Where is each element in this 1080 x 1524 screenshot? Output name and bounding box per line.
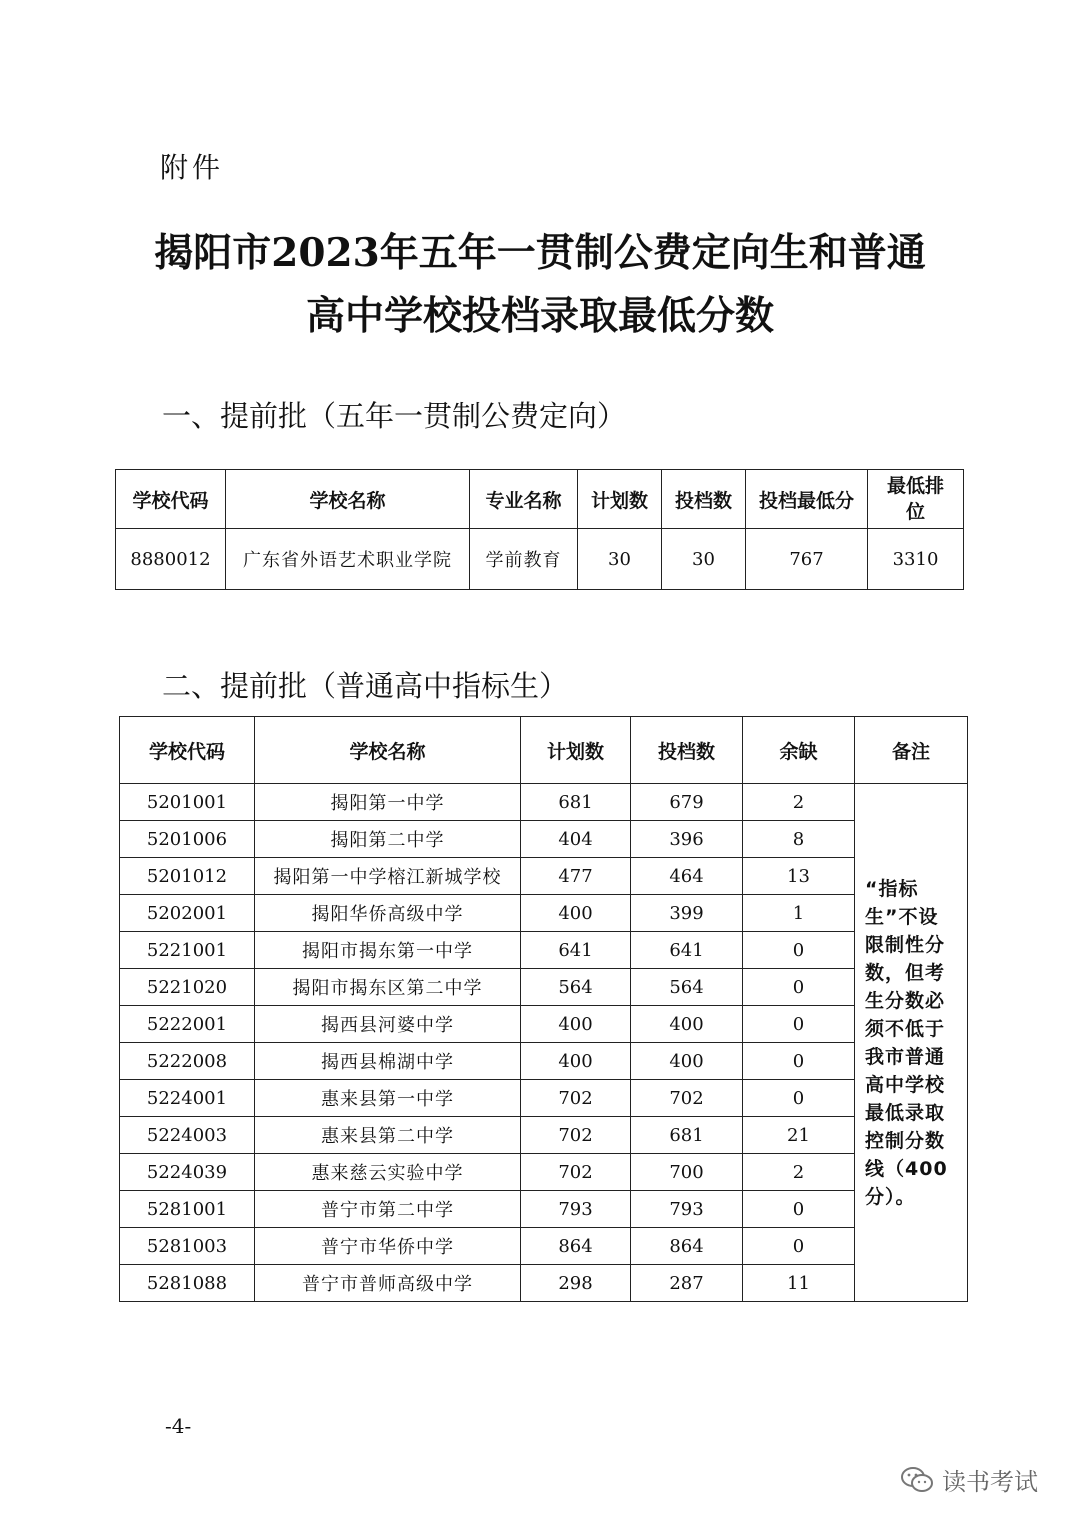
document-title-line1: 揭阳市2023年五年一贯制公费定向生和普通 <box>154 230 926 276</box>
page-number: -4- <box>165 1414 192 1438</box>
cell-school-name: 普宁市华侨中学 <box>255 1228 521 1265</box>
cell-surplus-deficit: 2 <box>743 784 855 821</box>
section2-table <box>119 716 968 1302</box>
cell-plan-count: 702 <box>521 1117 631 1154</box>
cell-filed-count: 864 <box>631 1228 743 1265</box>
cell-school-name: 惠来慈云实验中学 <box>255 1154 521 1191</box>
cell-school-name: 惠来县第二中学 <box>255 1117 521 1154</box>
cell-plan-count: 298 <box>521 1265 631 1302</box>
cell-school-name: 揭阳第一中学榕江新城学校 <box>255 858 521 895</box>
table-row <box>120 1228 968 1265</box>
cell-school-code: 5281001 <box>120 1191 255 1228</box>
cell-plan-count: 681 <box>521 784 631 821</box>
table-row <box>120 858 968 895</box>
cell-filed-count: 399 <box>631 895 743 932</box>
cell-plan-count: 404 <box>521 821 631 858</box>
cell-school-code: 5201006 <box>120 821 255 858</box>
header-remark: 备注 <box>855 717 968 784</box>
header-school-code: 学校代码 <box>116 470 226 529</box>
cell-school-code: 5222008 <box>120 1043 255 1080</box>
cell-filed-count: 681 <box>631 1117 743 1154</box>
cell-surplus-deficit: 8 <box>743 821 855 858</box>
attachment-label: 附件 <box>160 151 225 184</box>
cell-min-score: 767 <box>746 529 868 590</box>
table-header-row <box>116 470 964 529</box>
cell-school-name: 揭阳市揭东第一中学 <box>255 932 521 969</box>
cell-surplus-deficit: 21 <box>743 1117 855 1154</box>
cell-min-rank: 3310 <box>868 529 964 590</box>
cell-school-code: 5281003 <box>120 1228 255 1265</box>
cell-plan-count: 30 <box>578 529 662 590</box>
cell-plan-count: 477 <box>521 858 631 895</box>
cell-school-code: 5224039 <box>120 1154 255 1191</box>
cell-filed-count: 700 <box>631 1154 743 1191</box>
cell-plan-count: 400 <box>521 895 631 932</box>
cell-school-name: 普宁市第二中学 <box>255 1191 521 1228</box>
table-row <box>116 529 964 590</box>
header-min-score: 投档最低分 <box>746 470 868 529</box>
table-row <box>120 1006 968 1043</box>
cell-plan-count: 400 <box>521 1006 631 1043</box>
table-row <box>120 1043 968 1080</box>
watermark <box>900 1462 1038 1497</box>
header-min-rank: 最低排位 <box>868 470 964 529</box>
cell-filed-count: 400 <box>631 1043 743 1080</box>
cell-filed-count: 641 <box>631 932 743 969</box>
cell-surplus-deficit: 11 <box>743 1265 855 1302</box>
cell-school-code: 5224003 <box>120 1117 255 1154</box>
table-row <box>120 1265 968 1302</box>
cell-school-name: 普宁市普师高级中学 <box>255 1265 521 1302</box>
header-surplus-deficit: 余缺 <box>743 717 855 784</box>
cell-school-code: 5281088 <box>120 1265 255 1302</box>
cell-school-code: 8880012 <box>116 529 226 590</box>
cell-filed-count: 30 <box>662 529 746 590</box>
table-header-row <box>120 717 968 784</box>
cell-school-code: 5222001 <box>120 1006 255 1043</box>
table-row <box>120 1191 968 1228</box>
cell-surplus-deficit: 0 <box>743 969 855 1006</box>
cell-surplus-deficit: 0 <box>743 1080 855 1117</box>
cell-surplus-deficit: 0 <box>743 1043 855 1080</box>
cell-filed-count: 564 <box>631 969 743 1006</box>
cell-school-name: 揭阳第二中学 <box>255 821 521 858</box>
cell-surplus-deficit: 0 <box>743 1006 855 1043</box>
table-row <box>120 821 968 858</box>
header-school-name: 学校名称 <box>255 717 521 784</box>
cell-surplus-deficit: 1 <box>743 895 855 932</box>
section1-table <box>115 469 964 590</box>
section2-heading: 二、提前批（普通高中指标生） <box>162 669 569 703</box>
section1-heading: 一、提前批（五年一贯制公费定向） <box>162 399 627 433</box>
cell-school-name: 惠来县第一中学 <box>255 1080 521 1117</box>
cell-filed-count: 464 <box>631 858 743 895</box>
header-plan-count: 计划数 <box>578 470 662 529</box>
table-row <box>120 784 968 821</box>
cell-surplus-deficit: 0 <box>743 1191 855 1228</box>
header-school-code: 学校代码 <box>120 717 255 784</box>
header-major-name: 专业名称 <box>470 470 578 529</box>
cell-filed-count: 396 <box>631 821 743 858</box>
cell-school-code: 5224001 <box>120 1080 255 1117</box>
cell-plan-count: 864 <box>521 1228 631 1265</box>
table-row <box>120 932 968 969</box>
cell-school-name: 揭阳市揭东区第二中学 <box>255 969 521 1006</box>
cell-school-code: 5202001 <box>120 895 255 932</box>
cell-plan-count: 702 <box>521 1080 631 1117</box>
cell-school-name: 揭西县棉湖中学 <box>255 1043 521 1080</box>
watermark-text: 读书考试 <box>942 1468 1038 1496</box>
table-row <box>120 969 968 1006</box>
table-row <box>120 1154 968 1191</box>
cell-school-name: 揭阳第一中学 <box>255 784 521 821</box>
header-filed-count: 投档数 <box>662 470 746 529</box>
cell-plan-count: 793 <box>521 1191 631 1228</box>
cell-school-name: 揭阳华侨高级中学 <box>255 895 521 932</box>
cell-plan-count: 641 <box>521 932 631 969</box>
cell-surplus-deficit: 2 <box>743 1154 855 1191</box>
cell-filed-count: 679 <box>631 784 743 821</box>
table-row <box>120 1080 968 1117</box>
header-filed-count: 投档数 <box>631 717 743 784</box>
cell-plan-count: 564 <box>521 969 631 1006</box>
cell-major-name: 学前教育 <box>470 529 578 590</box>
cell-surplus-deficit: 0 <box>743 932 855 969</box>
cell-school-code: 5201001 <box>120 784 255 821</box>
cell-remark: “指标生”不设限制性分数，但考生分数必须不低于我市普通高中学校最低录取控制分数线（400分）。 <box>855 784 968 1302</box>
header-school-name: 学校名称 <box>226 470 470 529</box>
cell-school-code: 5201012 <box>120 858 255 895</box>
cell-filed-count: 793 <box>631 1191 743 1228</box>
cell-filed-count: 400 <box>631 1006 743 1043</box>
cell-school-name: 揭西县河婆中学 <box>255 1006 521 1043</box>
cell-surplus-deficit: 13 <box>743 858 855 895</box>
cell-school-code: 5221020 <box>120 969 255 1006</box>
table-row <box>120 1117 968 1154</box>
table-row <box>120 895 968 932</box>
cell-filed-count: 287 <box>631 1265 743 1302</box>
cell-school-name: 广东省外语艺术职业学院 <box>226 529 470 590</box>
document-title-line2: 高中学校投档录取最低分数 <box>305 293 774 339</box>
cell-surplus-deficit: 0 <box>743 1228 855 1265</box>
header-plan-count: 计划数 <box>521 717 631 784</box>
cell-school-code: 5221001 <box>120 932 255 969</box>
cell-plan-count: 702 <box>521 1154 631 1191</box>
cell-filed-count: 702 <box>631 1080 743 1117</box>
wechat-icon <box>900 1466 934 1494</box>
cell-plan-count: 400 <box>521 1043 631 1080</box>
